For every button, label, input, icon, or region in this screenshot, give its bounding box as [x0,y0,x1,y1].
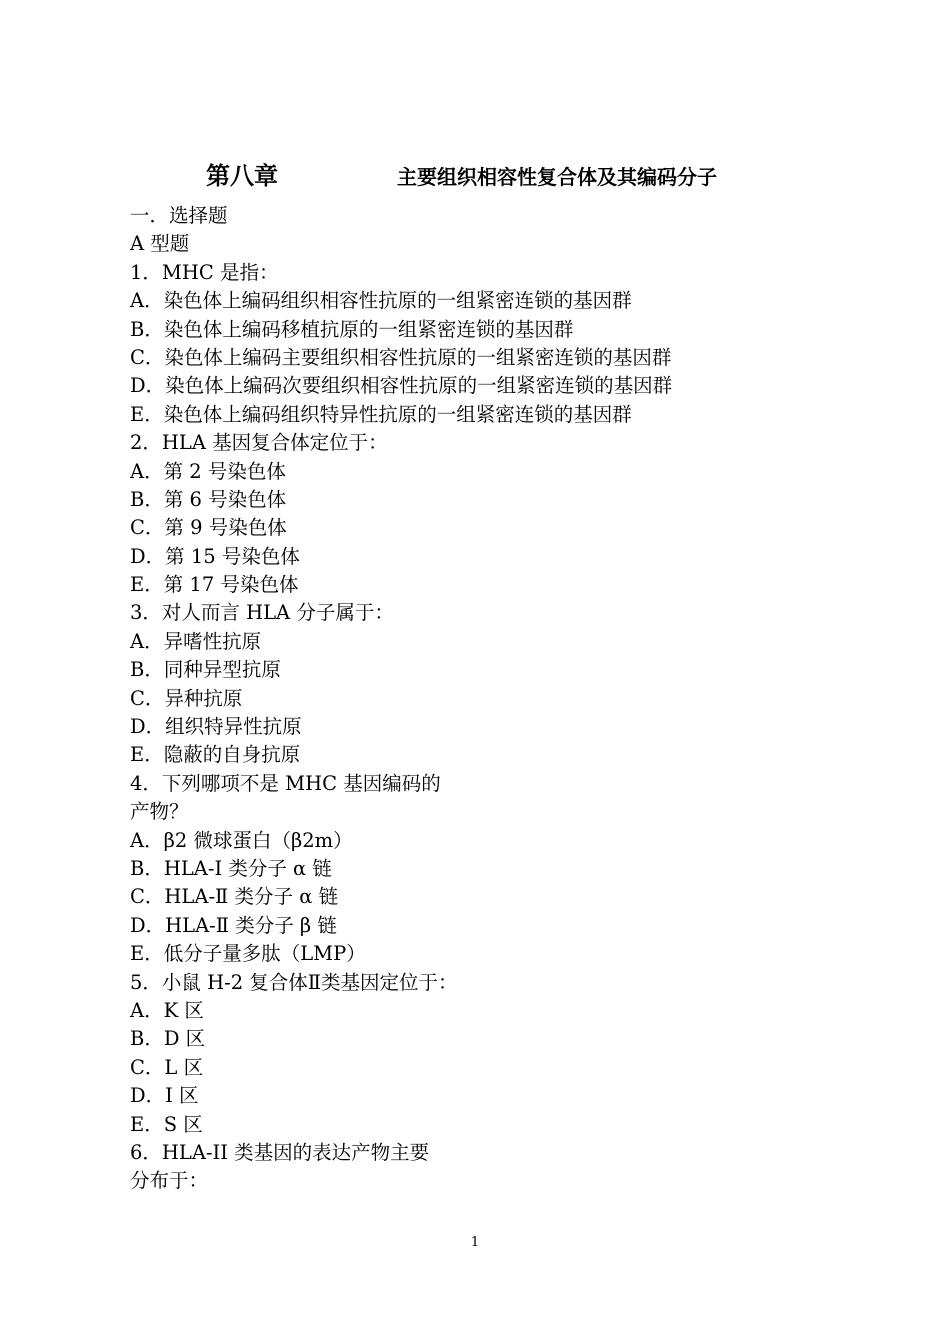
text-line: B．第 6 号染色体 [130,487,287,511]
page-number: 1 [470,1235,480,1250]
text-line: C．第 9 号染色体 [130,516,287,540]
text-line: E．S 区 [130,1112,203,1136]
text-line: B．D 区 [130,1027,206,1051]
text-line: D．第 15 号染色体 [130,544,300,568]
text-line: A．K 区 [130,998,204,1022]
text-line: D．染色体上编码次要组织相容性抗原的一组紧密连锁的基因群 [130,374,673,398]
text-line: A．第 2 号染色体 [130,459,286,483]
text-line: D．I 区 [130,1084,199,1108]
text-line: 分布于： [130,1169,209,1193]
text-line: 产物？ [130,800,189,824]
text-line: D．组织特异性抗原 [130,715,302,739]
text-line: E．第 17 号染色体 [130,573,299,597]
text-line: 3．对人而言 HLA 分子属于： [130,601,394,625]
question-list [130,202,830,1196]
text-line: 4．下列哪项不是 MHC 基因编码的 [130,771,441,795]
text-line: C．L 区 [130,1055,204,1079]
text-line: A．异嗜性抗原 [130,629,262,653]
text-line: 一．选择题 [130,204,228,227]
text-line: E．染色体上编码组织特异性抗原的一组紧密连锁的基因群 [130,402,632,426]
text-line: 1．MHC 是指： [130,260,279,284]
text-line: 2．HLA 基因复合体定位于： [130,431,388,455]
text-line: C．染色体上编码主要组织相容性抗原的一组紧密连锁的基因群 [130,345,672,369]
text-line: A 型题 [130,232,190,256]
text-line: B．同种异型抗原 [130,658,281,682]
chapter-number: 第八章 [206,162,278,190]
text-line: B．HLA-Ⅰ 类分子 α 链 [130,856,332,880]
text-line: E．隐蔽的自身抗原 [130,743,301,767]
chapter-heading [0,160,950,194]
text-line: 6．HLA-II 类基因的表达产物主要 [130,1140,430,1164]
chapter-title: 主要组织相容性复合体及其编码分子 [397,165,717,189]
text-line: C．HLA-Ⅱ 类分子 α 链 [130,885,339,909]
text-line: A．β2 微球蛋白（β2m） [130,828,353,852]
text-line: C．异种抗原 [130,686,243,710]
text-line: B．染色体上编码移植抗原的一组紧密连锁的基因群 [130,317,574,341]
text-line: 5．小鼠 H-2 复合体Ⅱ类基因定位于： [130,970,458,994]
text-line: D．HLA-Ⅱ 类分子 β 链 [130,913,337,937]
text-line: E．低分子量多肽（LMP） [130,942,366,966]
text-line: A．染色体上编码组织相容性抗原的一组紧密连锁的基因群 [130,289,632,313]
